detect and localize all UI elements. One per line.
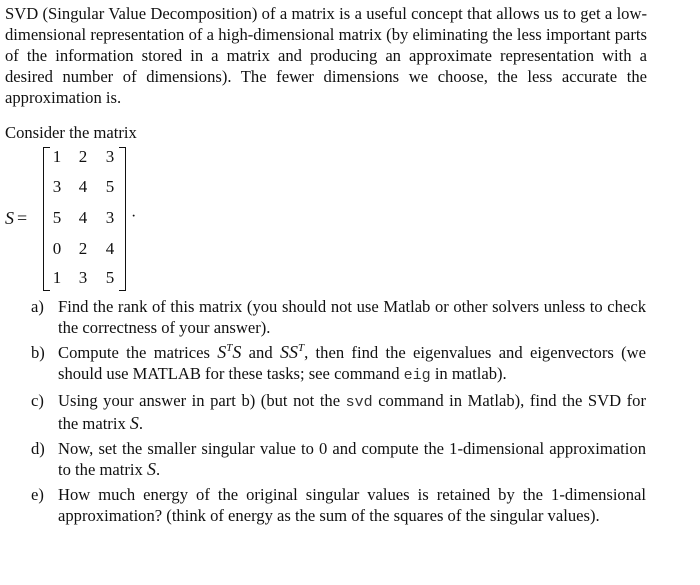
question-marker: c) xyxy=(31,391,44,410)
matrix-trailing-dot: · xyxy=(131,208,137,225)
question-list xyxy=(0,296,700,530)
matrix-cell: 3 xyxy=(52,177,62,196)
question-e-text: How much energy of the original singular values is retained by the 1-dimensional approximation? (think of energy as the sum of the squares of the singular values). xyxy=(58,485,646,525)
matrix-left-bracket xyxy=(43,147,50,291)
math-transpose: T xyxy=(226,342,233,354)
matrix-cell: 4 xyxy=(105,239,115,258)
math-s: S xyxy=(129,413,139,433)
matrix-cell: 3 xyxy=(105,208,115,227)
question-b-text-post2: in matlab). xyxy=(430,364,507,383)
matrix-right-bracket xyxy=(119,147,126,291)
question-b-text-post1: , then find the eigenvalues and eigenvectors (we should use MATLAB for these tasks; see command xyxy=(58,343,646,383)
question-marker: e) xyxy=(31,485,44,504)
question-a xyxy=(0,296,646,338)
consider-label: Consider the matrix xyxy=(5,123,137,142)
matrix-cell: 5 xyxy=(52,208,62,227)
code-svd: svd xyxy=(345,394,373,411)
code-eig: eig xyxy=(403,367,431,384)
question-c-text-pre: Using your answer in part b) (but not the xyxy=(58,391,346,410)
matrix-symbol-letter: S xyxy=(5,208,14,228)
math-transpose: T xyxy=(297,342,305,354)
math-s: S xyxy=(232,342,242,362)
matrix-cell: 5 xyxy=(105,177,115,196)
matrix-cell: 0 xyxy=(52,239,62,258)
matrix-cell: 1 xyxy=(52,268,62,287)
question-e xyxy=(0,484,646,526)
question-c-text-end: . xyxy=(138,414,144,433)
question-c-text-post: command in Matlab), find the SVD for the matrix xyxy=(58,391,646,433)
math-s: S xyxy=(146,459,156,479)
question-marker: a) xyxy=(31,297,44,316)
matrix-cell: 2 xyxy=(78,147,88,166)
matrix-cell: 1 xyxy=(52,147,62,166)
math-ss: SS xyxy=(279,342,298,362)
math-s: S xyxy=(217,342,227,362)
matrix-symbol xyxy=(5,207,27,229)
question-marker: d) xyxy=(31,439,45,458)
matrix-cell: 5 xyxy=(105,268,115,287)
matrix-cell: 3 xyxy=(78,268,88,287)
matrix-cell: 2 xyxy=(78,239,88,258)
matrix-cell: 4 xyxy=(78,208,88,227)
matrix-cell: 3 xyxy=(105,147,115,166)
question-d xyxy=(0,438,646,480)
question-a-text: Find the rank of this matrix (you should not use Matlab or other solvers unless to check the correctness of your answer). xyxy=(58,297,646,337)
question-b-text-pre: Compute the matrices xyxy=(58,343,218,362)
matrix-cell: 4 xyxy=(78,177,88,196)
question-d-text-pre: Now, set the smaller singular value to 0 and compute the 1-dimensional approximation to the matrix xyxy=(58,439,646,479)
question-b xyxy=(0,342,646,386)
intro-paragraph: SVD (Singular Value Decomposition) of a matrix is a useful concept that allows us to get a low-dimensional representation of a high-dimensional matrix (by eliminating the less important parts of the information stored in a matrix and producing an approximate representation with a desired number of dimensions). The fewer dimensions we choose, the less accurate the approximation is. xyxy=(5,4,647,107)
question-c xyxy=(0,390,646,434)
question-d-text-end: . xyxy=(155,460,161,479)
matrix-equals: = xyxy=(17,208,28,228)
question-marker: b) xyxy=(31,343,45,362)
question-b-text-mid: and xyxy=(241,343,280,362)
